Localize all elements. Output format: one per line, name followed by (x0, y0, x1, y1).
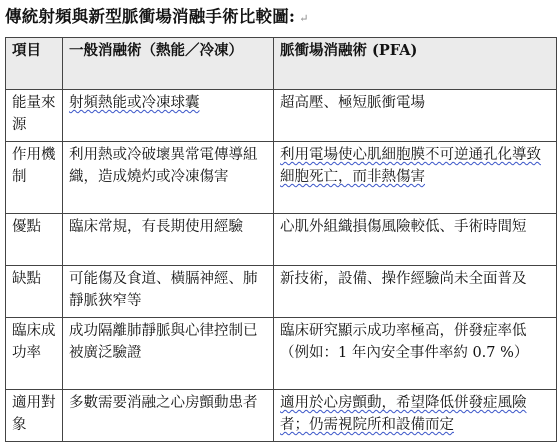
row-item-cell: 作用機制 (6, 142, 63, 214)
pfa-cell (274, 390, 557, 442)
conventional-cell: 多數需要消融之心房顫動患者 (63, 390, 274, 442)
conventional-cell (63, 90, 274, 142)
pfa-cell: 心肌外組織損傷風險較低、手術時間短 (274, 214, 557, 266)
table-header-row (6, 38, 557, 90)
row-item-cell: 適用對象 (6, 390, 63, 442)
pfa-cell: 新技術，設備、操作經驗尚未全面普及 (274, 266, 557, 318)
table-row (6, 390, 557, 442)
row-item-cell: 優點 (6, 214, 63, 266)
conventional-cell: 臨床常規，有長期使用經驗 (63, 214, 274, 266)
row-item-cell: 能量來源 (6, 90, 63, 142)
title-text: 傳統射頻與新型脈衝場消融手術比較圖: (5, 7, 296, 26)
row-item-cell: 缺點 (6, 266, 63, 318)
pfa-text: 適用於心房顫動，希望降低併發症風險者；仍需視院所和設備而定 (280, 395, 527, 433)
conventional-text: 射頻熱能或冷凍球囊 (69, 95, 200, 111)
header-conventional-ablation: 一般消融術（熱能／冷凍） (63, 38, 274, 90)
table-row (6, 90, 557, 142)
conventional-cell: 利用熱或冷破壞異常電傳導組織，造成燒灼或冷凍傷害 (63, 142, 274, 214)
pfa-cell (274, 142, 557, 214)
header-item: 項目 (6, 38, 63, 90)
pfa-text: 利用電場使心肌細胞膜不可逆通孔化導致細胞死亡，而非熱傷害 (280, 147, 541, 185)
pfa-cell: 臨床研究顯示成功率極高，併發症率低（例如：1 年內安全事件率約 0.7 %） (274, 318, 557, 390)
paragraph-mark-icon: ↵ (299, 12, 309, 25)
table-row (6, 318, 557, 390)
row-item-cell: 臨床成功率 (6, 318, 63, 390)
conventional-cell: 可能傷及食道、橫膈神經、肺靜脈狹窄等 (63, 266, 274, 318)
table-row (6, 214, 557, 266)
table-row (6, 266, 557, 318)
header-pfa: 脈衝場消融術 (PFA) (274, 38, 557, 90)
comparison-table (5, 37, 557, 442)
table-row (6, 142, 557, 214)
conventional-cell: 成功隔離肺靜脈與心律控制已被廣泛驗證 (63, 318, 274, 390)
document-title (5, 3, 309, 27)
pfa-cell: 超高壓、極短脈衝電場 (274, 90, 557, 142)
